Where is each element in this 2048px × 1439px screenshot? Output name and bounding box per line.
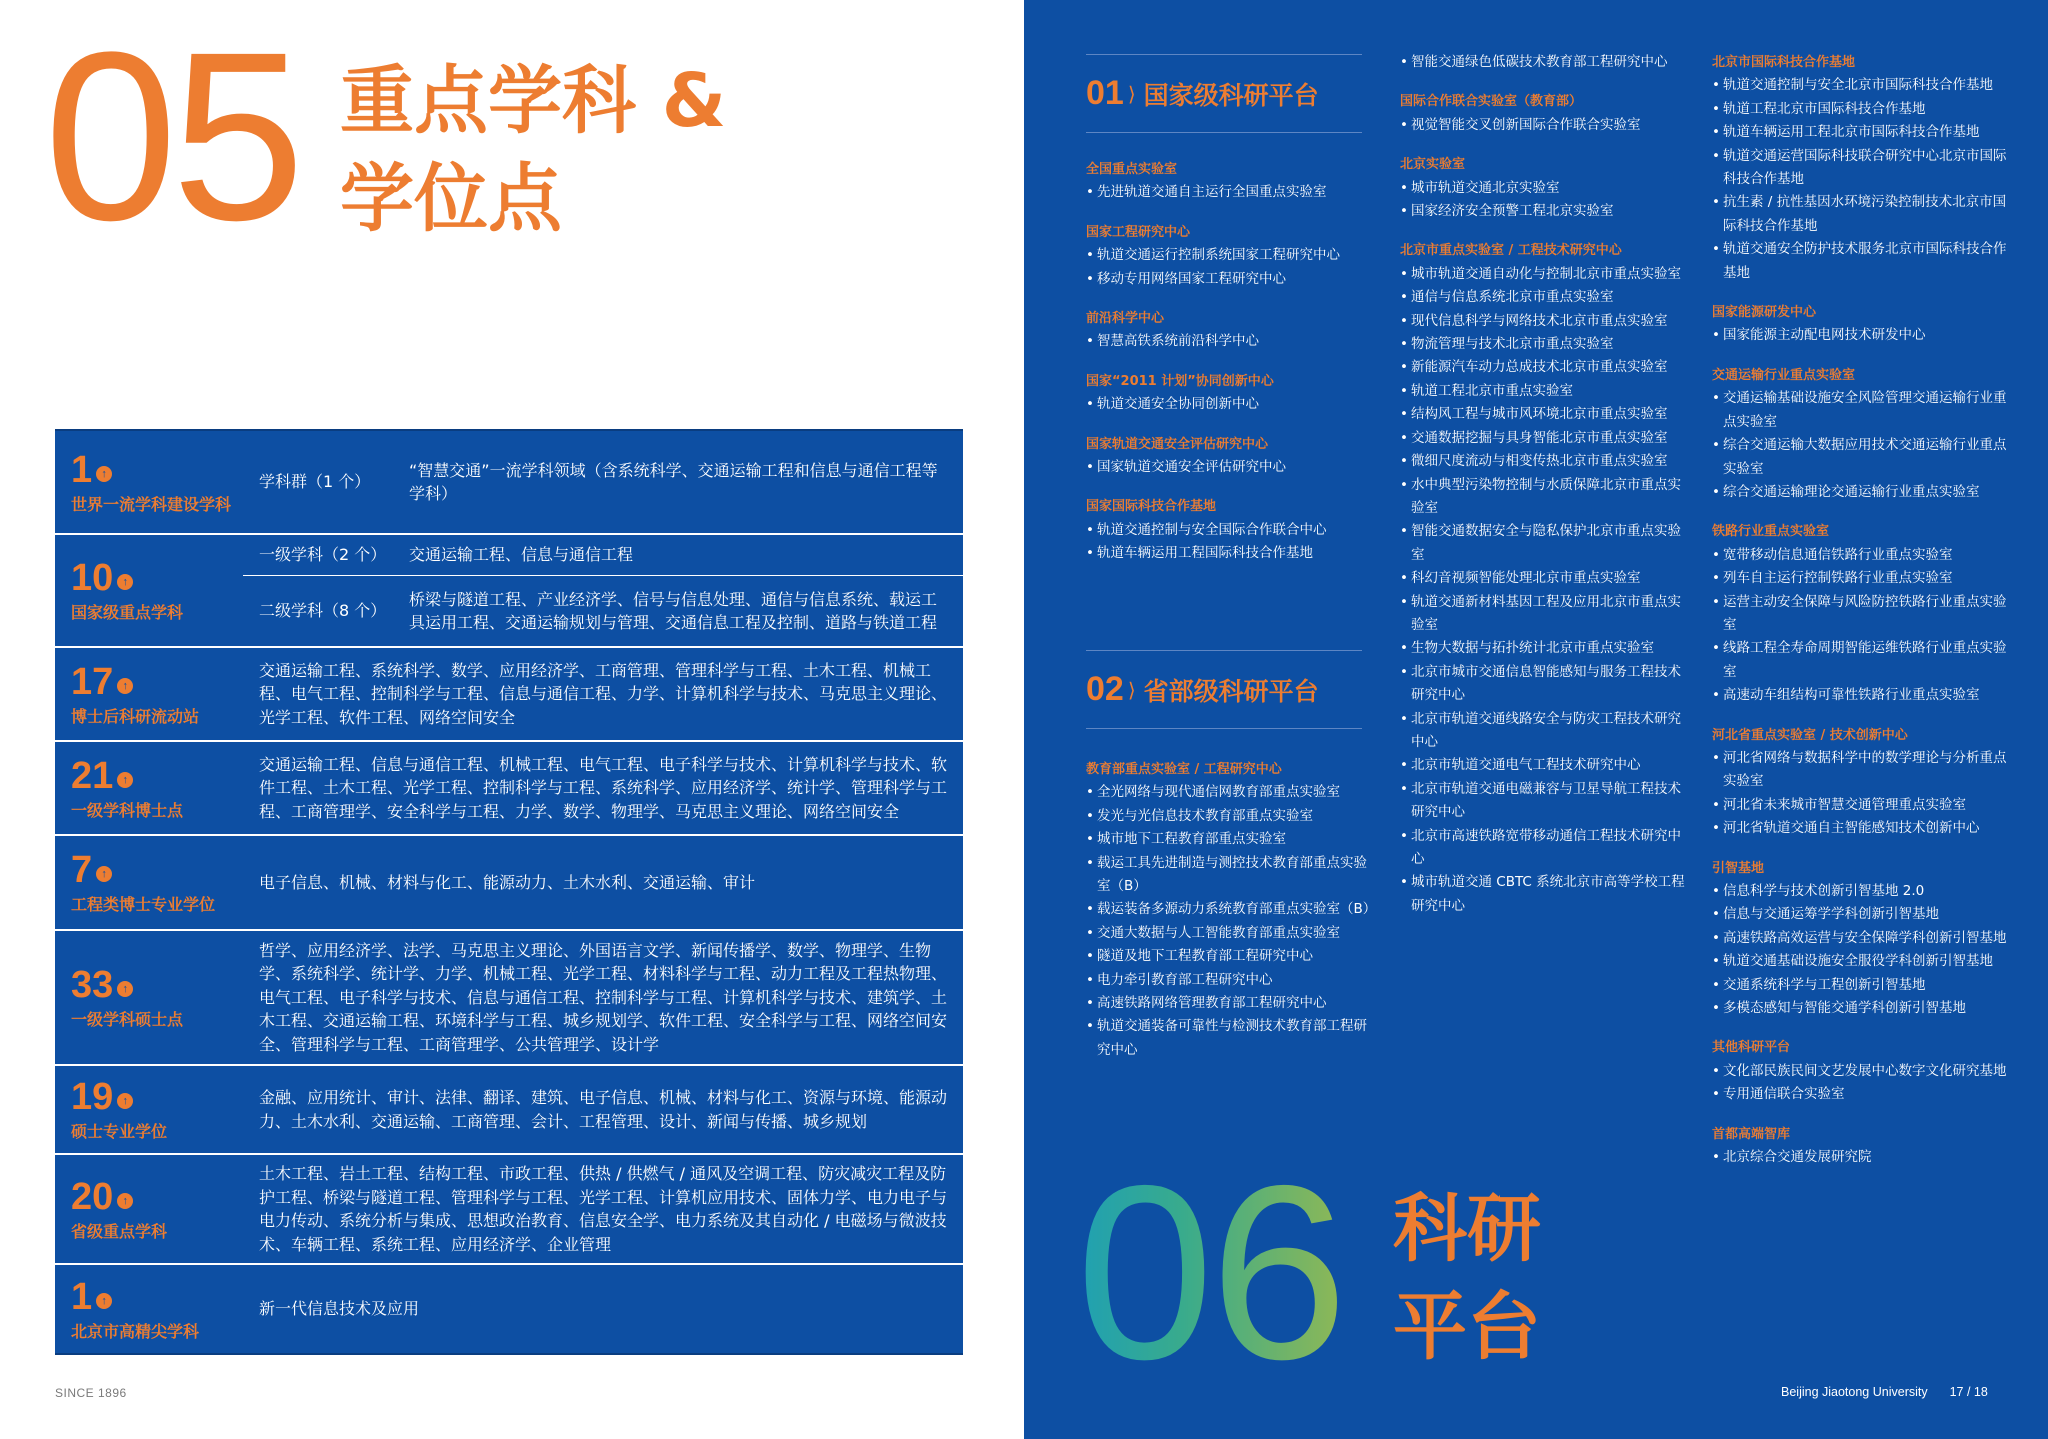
provincial-platform-list-b bbox=[1400, 51, 1690, 918]
platform-item: • 国家能源主动配电网技术研发中心 bbox=[1712, 324, 2012, 347]
count-value: 10 bbox=[71, 557, 114, 599]
row-count bbox=[71, 850, 243, 890]
platform-item: • 交通大数据与人工智能教育部重点实验室 bbox=[1086, 922, 1376, 945]
table-row bbox=[55, 431, 963, 535]
platform-item: • 专用通信联合实验室 bbox=[1712, 1083, 2012, 1106]
platform-item: • 高速铁路网络管理教育部工程研究中心 bbox=[1086, 992, 1376, 1015]
platform-item: • 综合交通运输理论交通运输行业重点实验室 bbox=[1712, 481, 2012, 504]
up-arrow-icon: ↑ bbox=[96, 466, 112, 482]
section-number-05: 05 bbox=[44, 2, 299, 270]
platform-category: 国家国际科技合作基地 bbox=[1086, 499, 1217, 515]
row-count bbox=[71, 965, 243, 1005]
platform-group bbox=[1086, 758, 1376, 1062]
table-row bbox=[55, 1066, 963, 1155]
platform-category: 北京实验室 bbox=[1400, 157, 1466, 173]
platform-category: 教育部重点实验室 / 工程研究中心 bbox=[1086, 762, 1282, 777]
sub-text: “智慧交通”一流学科领域（含系统科学、交通运输工程和信息与通信工程等学科） bbox=[409, 460, 938, 503]
platform-group bbox=[1712, 857, 2012, 1021]
sub-label: 二级学科（8 个） bbox=[259, 601, 387, 621]
row-label: 世界一流学科建设学科 bbox=[71, 494, 232, 514]
platform-item: • 综合交通运输大数据应用技术交通运输行业重点实验室 bbox=[1712, 434, 2012, 481]
platform-item: • 北京综合交通发展研究院 bbox=[1712, 1146, 2012, 1169]
platform-item: • 水中典型污染物控制与水质保障北京市重点实验室 bbox=[1400, 474, 1690, 521]
platform-item: • 轨道交通运行控制系统国家工程研究中心 bbox=[1086, 244, 1376, 267]
platform-item: • 移动专用网络国家工程研究中心 bbox=[1086, 268, 1376, 291]
platform-group bbox=[1712, 51, 2012, 285]
count-value: 1 bbox=[71, 1275, 93, 1318]
section-title-research bbox=[1393, 1180, 1541, 1376]
platform-item: • 轨道交通装备可靠性与检测技术教育部工程研究中心 bbox=[1086, 1015, 1376, 1062]
row-text: 交通运输工程、信息与通信工程、机械工程、电气工程、电子科学与技术、计算机科学与技术、软件工程、土木工程、光学工程、控制科学与工程、系统科学、应用经济学、统计学、管理科学与工程、工商管理学、安全科学与工程、力学、数学、物理学、马克思主义理论、网络空间安全 bbox=[259, 754, 948, 821]
platform-item: • 国家轨道交通安全评估研究中心 bbox=[1086, 456, 1376, 479]
row-label: 工程类博士专业学位 bbox=[71, 895, 216, 914]
sub-text: 桥梁与隧道工程、产业经济学、信号与信息处理、通信与信息系统、载运工具运用工程、交通运输规划与管理、交通信息工程及控制、道路与铁道工程 bbox=[409, 589, 938, 632]
platform-group bbox=[1086, 221, 1376, 291]
platform-item: • 智慧高铁系统前沿科学中心 bbox=[1086, 330, 1376, 353]
row-heading bbox=[55, 836, 243, 929]
provincial-platform-list-c bbox=[1712, 51, 2012, 1169]
row-label: 国家级重点学科 bbox=[71, 603, 184, 622]
platform-item: • 城市轨道交通北京实验室 bbox=[1400, 177, 1690, 200]
row-text: 新一代信息技术及应用 bbox=[259, 1299, 420, 1319]
up-arrow-icon: ↑ bbox=[117, 678, 133, 694]
platform-item: • 微细尺度流动与相变传热北京市重点实验室 bbox=[1400, 450, 1690, 473]
platform-item: • 发光与光信息技术教育部重点实验室 bbox=[1086, 805, 1376, 828]
platform-group bbox=[1086, 433, 1376, 480]
row-heading bbox=[55, 1066, 243, 1153]
platform-item: • 智能交通绿色低碳技术教育部工程研究中心 bbox=[1400, 51, 1690, 74]
row-sub-list bbox=[243, 535, 963, 646]
row-count bbox=[71, 1277, 243, 1317]
row-count bbox=[71, 1077, 243, 1117]
platform-category: 引智基地 bbox=[1712, 860, 1765, 876]
sub-row bbox=[243, 431, 963, 533]
platform-item: • 科幻音视频智能处理北京市重点实验室 bbox=[1400, 567, 1690, 590]
section-title-disciplines bbox=[340, 52, 726, 248]
platform-category: 首都高端智库 bbox=[1712, 1126, 1791, 1142]
platform-item: • 生物大数据与拓扑统计北京市重点实验室 bbox=[1400, 637, 1690, 660]
platform-item: • 城市轨道交通 CBTC 系统北京市高等学校工程研究中心 bbox=[1400, 871, 1690, 918]
platform-item: • 全光网络与现代通信网教育部重点实验室 bbox=[1086, 781, 1376, 804]
platform-item: • 北京市轨道交通线路安全与防灾工程技术研究中心 bbox=[1400, 708, 1690, 755]
row-heading bbox=[55, 431, 243, 533]
platform-category: 北京市重点实验室 / 工程技术研究中心 bbox=[1400, 243, 1622, 259]
row-heading bbox=[55, 535, 243, 646]
sub-row bbox=[243, 535, 963, 576]
count-value: 19 bbox=[71, 1076, 114, 1118]
row-count bbox=[71, 756, 243, 796]
platform-group bbox=[1400, 90, 1690, 137]
platform-item: • 河北省轨道交通自主智能感知技术创新中心 bbox=[1712, 817, 2012, 840]
platform-group bbox=[1712, 520, 2012, 707]
platform-number: 02 bbox=[1086, 670, 1124, 708]
platform-item: • 列车自主运行控制铁路行业重点实验室 bbox=[1712, 567, 2012, 590]
sub-label: 一级学科（2 个） bbox=[259, 545, 387, 565]
section-title-line2: 平台 bbox=[1393, 1284, 1541, 1370]
platform-item: • 北京市轨道交通电磁兼容与卫星导航工程技术研究中心 bbox=[1400, 778, 1690, 825]
platform-item: • 智能交通数据安全与隐私保护北京市重点实验室 bbox=[1400, 520, 1690, 567]
table-row bbox=[55, 535, 963, 648]
platform-item: • 高速铁路高效运营与安全保障学科创新引智基地 bbox=[1712, 927, 2012, 950]
platform-category: 国家能源研发中心 bbox=[1712, 305, 1817, 321]
platform-group bbox=[1086, 495, 1376, 565]
row-count bbox=[71, 558, 243, 598]
platform-category: 国家轨道交通安全评估研究中心 bbox=[1086, 436, 1269, 452]
row-text: 电子信息、机械、材料与化工、能源动力、土木水利、交通运输、审计 bbox=[259, 872, 756, 892]
platform-item: • 轨道交通基础设施安全服役学科创新引智基地 bbox=[1712, 950, 2012, 973]
platform-item: • 结构风工程与城市风环境北京市重点实验室 bbox=[1400, 403, 1690, 426]
platform-item: • 轨道交通控制与安全北京市国际科技合作基地 bbox=[1712, 74, 2012, 97]
row-label: 北京市高精尖学科 bbox=[71, 1321, 200, 1341]
platform-item: • 先进轨道交通自主运行全国重点实验室 bbox=[1086, 181, 1376, 204]
bracket-icon: ⟩ bbox=[1127, 81, 1136, 106]
table-row bbox=[55, 742, 963, 836]
row-text: 哲学、应用经济学、法学、马克思主义理论、外国语言文学、新闻传播学、数学、物理学、生物学、系统科学、统计学、力学、机械工程、光学工程、材料科学与工程、动力工程及工程热物理、电气工程、电子科学与技术、信息与通信工程、控制科学与工程、计算机科学与技术、建筑学、土木工程、交通运输工程、环境科学与工程、城乡规划学、软件工程、安全科学与工程、网络空间安全、管理科学与工程、工商管理学、公共管理学、设计学 bbox=[259, 940, 948, 1054]
platform-title: 省部级科研平台 bbox=[1143, 676, 1319, 706]
section-title-line2: 学位点 bbox=[340, 156, 562, 242]
count-value: 17 bbox=[71, 660, 114, 703]
platform-item: • 轨道交通运营国际科技联合研究中心北京市国际科技合作基地 bbox=[1712, 145, 2012, 192]
platform-group bbox=[1712, 724, 2012, 841]
row-text: 交通运输工程、系统科学、数学、应用经济学、工商管理、管理科学与工程、土木工程、机械工程、电气工程、控制科学与工程、信息与通信工程、力学、计算机科学与技术、马克思主义理论、光学工程、软件工程、网络空间安全 bbox=[259, 660, 948, 727]
platform-category: 前沿科学中心 bbox=[1086, 311, 1165, 327]
platform-item: • 轨道车辆运用工程国际科技合作基地 bbox=[1086, 542, 1376, 565]
platform-item: • 视觉智能交叉创新国际合作联合实验室 bbox=[1400, 114, 1690, 137]
platform-item: • 载运装备多源动力系统教育部重点实验室（B） bbox=[1086, 898, 1376, 921]
platform-title: 国家级科研平台 bbox=[1143, 80, 1319, 110]
platform-group bbox=[1086, 370, 1376, 417]
platform-group bbox=[1086, 307, 1376, 354]
platform-item: • 北京市高速铁路宽带移动通信工程技术研究中心 bbox=[1400, 825, 1690, 872]
platform-item: • 物流管理与技术北京市重点实验室 bbox=[1400, 333, 1690, 356]
platform-header-provincial bbox=[1086, 650, 1362, 729]
platform-item: • 载运工具先进制造与测控技术教育部重点实验室（B） bbox=[1086, 852, 1376, 899]
platform-item: • 轨道工程北京市国际科技合作基地 bbox=[1712, 98, 2012, 121]
up-arrow-icon: ↑ bbox=[117, 1093, 133, 1109]
platform-item: • 宽带移动信息通信铁路行业重点实验室 bbox=[1712, 544, 2012, 567]
platform-item: • 轨道交通控制与安全国际合作联合中心 bbox=[1086, 519, 1376, 542]
platform-item: • 运营主动安全保障与风险防控铁路行业重点实验室 bbox=[1712, 591, 2012, 638]
platform-category: 其他科研平台 bbox=[1712, 1040, 1791, 1056]
section-number-06: 06 bbox=[1076, 1133, 1344, 1411]
bracket-icon: ⟩ bbox=[1127, 677, 1136, 702]
platform-item: • 高速动车组结构可靠性铁路行业重点实验室 bbox=[1712, 684, 2012, 707]
row-heading bbox=[55, 648, 243, 740]
count-value: 33 bbox=[71, 964, 114, 1006]
count-value: 7 bbox=[71, 849, 93, 891]
up-arrow-icon: ↑ bbox=[117, 772, 133, 788]
sub-label: 学科群（1 个） bbox=[259, 472, 371, 492]
platform-category: 国家工程研究中心 bbox=[1086, 224, 1191, 240]
count-value: 1 bbox=[71, 448, 93, 491]
platform-item: • 线路工程全寿命周期智能运维铁路行业重点实验室 bbox=[1712, 637, 2012, 684]
platform-item: • 轨道交通安全防护技术服务北京市国际科技合作基地 bbox=[1712, 238, 2012, 285]
national-platform-list bbox=[1086, 158, 1376, 566]
platform-item: • 抗生素 / 抗性基因水环境污染控制技术北京市国际科技合作基地 bbox=[1712, 191, 2012, 238]
row-heading bbox=[55, 1265, 243, 1353]
platform-item: • 北京市城市交通信息智能感知与服务工程技术研究中心 bbox=[1400, 661, 1690, 708]
row-text: 金融、应用统计、审计、法律、翻译、建筑、电子信息、机械、材料与化工、资源与环境、能源动力、土木水利、交通运输、工商管理、会计、工程管理、设计、新闻与传播、城乡规划 bbox=[259, 1088, 948, 1131]
up-arrow-icon: ↑ bbox=[96, 866, 112, 882]
table-row bbox=[55, 648, 963, 742]
platform-item: • 信息科学与技术创新引智基地 2.0 bbox=[1712, 880, 2012, 903]
platform-group bbox=[1712, 1036, 2012, 1106]
table-row bbox=[55, 931, 963, 1066]
count-value: 21 bbox=[71, 754, 114, 797]
platform-item: • 交通系统科学与工程创新引智基地 bbox=[1712, 974, 2012, 997]
row-label: 博士后科研流动站 bbox=[71, 706, 200, 726]
up-arrow-icon: ↑ bbox=[96, 1293, 112, 1309]
platform-item: • 新能源汽车动力总成技术北京市重点实验室 bbox=[1400, 356, 1690, 379]
footer-page-number: 17 / 18 bbox=[1949, 1385, 1988, 1399]
platform-item: • 轨道工程北京市重点实验室 bbox=[1400, 380, 1690, 403]
platform-category: 交通运输行业重点实验室 bbox=[1712, 367, 1856, 383]
up-arrow-icon: ↑ bbox=[117, 574, 133, 590]
platform-item: • 河北省网络与数据科学中的数学理论与分析重点实验室 bbox=[1712, 747, 2012, 794]
platform-item: • 轨道交通安全协同创新中心 bbox=[1086, 393, 1376, 416]
platform-item: • 现代信息科学与网络技术北京市重点实验室 bbox=[1400, 310, 1690, 333]
platform-category: 河北省重点实验室 / 技术创新中心 bbox=[1712, 727, 1908, 743]
provincial-platform-list-a bbox=[1086, 758, 1376, 1062]
row-label: 硕士专业学位 bbox=[71, 1122, 168, 1141]
row-heading bbox=[55, 931, 243, 1064]
sub-row bbox=[243, 576, 963, 646]
platform-group bbox=[1086, 158, 1376, 205]
platform-item: • 轨道交通新材料基因工程及应用北京市重点实验室 bbox=[1400, 591, 1690, 638]
platform-item: • 交通运输基础设施安全风险管理交通运输行业重点实验室 bbox=[1712, 387, 2012, 434]
platform-category: 全国重点实验室 bbox=[1086, 162, 1178, 177]
platform-category: 国家“2011 计划”协同创新中心 bbox=[1086, 373, 1274, 389]
platform-category: 北京市国际科技合作基地 bbox=[1712, 55, 1856, 70]
platform-header-national bbox=[1086, 54, 1362, 133]
table-row bbox=[55, 836, 963, 931]
row-label: 省级重点学科 bbox=[71, 1221, 168, 1241]
row-count bbox=[71, 1177, 243, 1217]
footer-right bbox=[1781, 1385, 1988, 1399]
discipline-table bbox=[55, 429, 963, 1355]
platform-item: • 交通数据挖掘与具身智能北京市重点实验室 bbox=[1400, 427, 1690, 450]
row-label: 一级学科博士点 bbox=[71, 800, 184, 820]
platform-item: • 河北省未来城市智慧交通管理重点实验室 bbox=[1712, 794, 2012, 817]
platform-item: • 城市地下工程教育部重点实验室 bbox=[1086, 828, 1376, 851]
platform-group bbox=[1712, 1123, 2012, 1170]
row-count bbox=[71, 662, 243, 702]
sub-text: 交通运输工程、信息与通信工程 bbox=[409, 545, 634, 565]
platform-group bbox=[1712, 301, 2012, 348]
row-heading bbox=[55, 1155, 243, 1263]
section-title-line1: 科研 bbox=[1393, 1186, 1541, 1272]
platform-item: • 文化部民族民间文艺发展中心数字文化研究基地 bbox=[1712, 1060, 2012, 1083]
platform-item: • 信息与交通运筹学学科创新引智基地 bbox=[1712, 903, 2012, 926]
platform-item: • 隧道及地下工程教育部工程研究中心 bbox=[1086, 945, 1376, 968]
platform-item: • 多模态感知与智能交通学科创新引智基地 bbox=[1712, 997, 2012, 1020]
platform-group bbox=[1400, 239, 1690, 918]
table-row bbox=[55, 1155, 963, 1265]
footer-since: SINCE 1896 bbox=[55, 1386, 127, 1400]
footer-university: Beijing Jiaotong University bbox=[1781, 1385, 1928, 1399]
platform-item: • 国家经济安全预警工程北京实验室 bbox=[1400, 200, 1690, 223]
platform-group bbox=[1400, 153, 1690, 223]
row-count bbox=[71, 450, 243, 490]
platform-number: 01 bbox=[1086, 74, 1124, 112]
section-title-line1: 重点学科 & bbox=[340, 58, 727, 144]
row-sub-list bbox=[243, 431, 963, 533]
platform-item: • 北京市轨道交通电气工程技术研究中心 bbox=[1400, 754, 1690, 777]
platform-group bbox=[1712, 364, 2012, 504]
table-row bbox=[55, 1265, 963, 1353]
platform-item: • 通信与信息系统北京市重点实验室 bbox=[1400, 286, 1690, 309]
up-arrow-icon: ↑ bbox=[117, 1193, 133, 1209]
row-heading bbox=[55, 742, 243, 834]
platform-item: • 城市轨道交通自动化与控制北京市重点实验室 bbox=[1400, 263, 1690, 286]
platform-category: 铁路行业重点实验室 bbox=[1712, 524, 1830, 540]
row-text: 土木工程、岩土工程、结构工程、市政工程、供热 / 供燃气 / 通风及空调工程、防灾减灾工程及防护工程、桥梁与隧道工程、管理科学与工程、光学工程、计算机应用技术、固体力学、电力电子与电力传动、系统分析与集成、思想政治教育、信息安全学、电力系统及其自动化 / 电磁场与微波技术、车辆工程、系统工程、应用经济学、企业管理 bbox=[259, 1164, 948, 1254]
count-value: 20 bbox=[71, 1175, 114, 1218]
platform-category: 国际合作联合实验室（教育部） bbox=[1400, 94, 1583, 110]
platform-item: • 轨道车辆运用工程北京市国际科技合作基地 bbox=[1712, 121, 2012, 144]
platform-item: • 电力牵引教育部工程研究中心 bbox=[1086, 969, 1376, 992]
up-arrow-icon: ↑ bbox=[117, 981, 133, 997]
platform-group bbox=[1400, 51, 1690, 74]
row-label: 一级学科硕士点 bbox=[71, 1010, 184, 1029]
